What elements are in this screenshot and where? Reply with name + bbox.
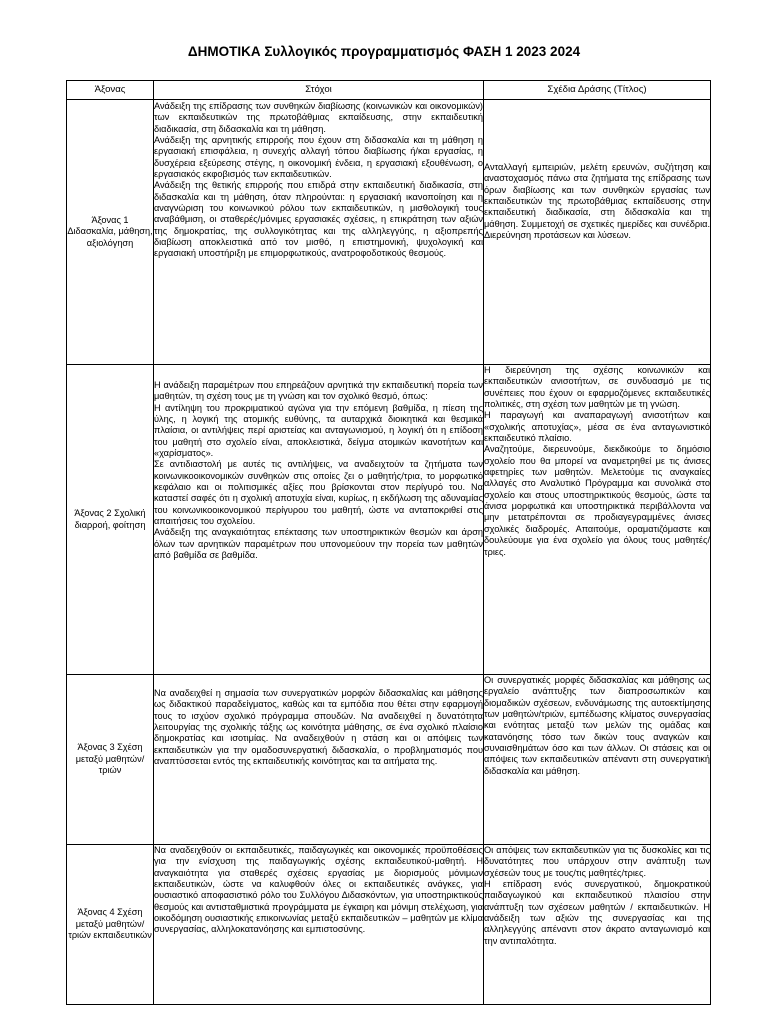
goal-paragraph: Ανάδειξη της αρνητικής επιρροής που έχουν στη διδασκαλία και τη μάθηση η εργασιακή επισφάλεια, η συνεχής αλλαγή τόπου διαβίωσης ή/και εργασίας, η δυσχέρεια εξεύρεσης στέγης, η οικονομική ένδεια, η εργασιακή εξουθένωση, ο εργασιακός εκφοβισμός των εκπαιδευτικών. xyxy=(154,135,483,180)
table-row xyxy=(67,365,711,675)
action-paragraph: Οι απόψεις των εκπαιδευτικών για τις δυσκολίες και τις δυνατότητες που υπάρχουν στην ανάπτυξη των σχέσεών τους με τους/τις μαθητές/τριες. xyxy=(484,845,710,878)
table-row xyxy=(67,845,711,1005)
goals-cell xyxy=(154,100,484,365)
actions-cell xyxy=(484,675,711,845)
goal-paragraph: Η αντίληψη του προκριματικού αγώνα για την επόμενη βαθμίδα, η πίεση της ύλης, η λογική της ατομικής ευθύνης, τα αυταρχικά διοικητικά και θεσμικά πλαίσια, οι αντιλήψεις περί αριστείας και ανταγωνισμού, η λογική ότι η επίδοση του μαθητή στο σχολείο είναι, αποκλειστικά, δείγμα ατομικών ικανοτήτων και «χαρίσματος». xyxy=(154,402,483,459)
goals-cell xyxy=(154,365,484,675)
table-row xyxy=(67,100,711,365)
action-paragraph: Ανταλλαγή εμπειριών, μελέτη ερευνών, συζήτηση και αναστοχασμός πάνω στα ζητήματα της επίδρασης των όρων διαβίωσης και των συνθηκών εργασίας των εκπαιδευτικών της πρωτοβάθμιας εκπαίδευσης στην εκπαιδευτική διαδικασία, στη διδασκαλία και τη μάθηση. Συμμετοχή σε σχετικές ημερίδες και συνέδρια. Διερεύνηση προτάσεων και λύσεων. xyxy=(484,162,710,241)
action-paragraph: Η επίδραση ενός συνεργατικού, δημοκρατικού παιδαγωγικού και εκπαιδευτικού πλαισίου στην ανάπτυξη των σχέσεων μαθητών / εκπαιδευτικών. Η ανάδειξη των αξιών της συνεργασίας και της αλληλεγγύης απέναντι στον άκρατο ανταγωνισμό και την αντιπαλότητα. xyxy=(484,879,710,946)
goal-paragraph: Να αναδειχθεί η σημασία των συνεργατικών μορφών διδασκαλίας και μάθησης ως διδακτικού παραδείγματος, καθώς και τα εμπόδια που θέτει στην εφαρμογή τους το ισχύον σχολικό πρόγραμμα σπουδών. Να αναδειχθεί η δυνατότητα λειτουργίας της σχολικής τάξης ως κοινότητα μάθησης, σε ένα σχολικό πλαίσιο δημοκρατίας και ισοτιμίας. Να αναδειχθούν η στάση και οι απόψεις των εκπαιδευτικών για την ομαδοσυνεργατική διδασκαλία, ο προβληματισμός που αναπτύσσεται εντός της εκπαιδευτικής κοινότητας και τα αιτήματα της. xyxy=(154,688,483,767)
goal-paragraph: Ανάδειξη της θετικής επιρροής που επιδρά στην εκπαιδευτική διαδικασία, στη διδασκαλία και τη μάθηση, όταν πληρούνται: η εργασιακή ικανοποίηση και η αναγνώριση του κοινωνικού ρόλου των εκπαιδευτικών, η μισθολογική τους αναβάθμιση, οι σταθερές/μόνιμες εργασιακές σχέσεις, η επικράτηση των αξιών της δημοκρατίας, της συλλογικότητας και της αλληλεγγύης, η αξιοπρεπής διαβίωση αποκλειστικά από τον μισθό, η επιστημονική, ψυχολογική και εργασιακή υποστήριξη με επιμορφωτικούς, ανατροφοδοτικούς θεσμούς. xyxy=(154,180,483,259)
goals-cell xyxy=(154,675,484,845)
action-paragraph: Αναζητούμε, διερευνούμε, διεκδικούμε το δημόσιο σχολείο που θα μπορεί να αναμετρηθεί με τις άνισες αφετηρίες των μαθητών. Μελετούμε τις αναγκαίες αλλαγές στο Αναλυτικό Πρόγραμμα και συνολικά στο σχολείο και στους υποστηρικτικούς θεσμούς, ώστε τα άνισα μορφωτικά και υποστηρικτικά περιβάλλοντα να μην μετατρέπονται σε προδιαγεγραμμένες άνισες σχολικές διαδρομές. Απαιτούμε, οραματιζόμαστε και δουλεύουμε για ένα σχολείο για όλους τους μαθητές/τριες. xyxy=(484,444,710,557)
axis-label: Άξονας 1 Διδασκαλία, μάθηση, αξιολόγηση xyxy=(67,100,154,365)
action-paragraph: Η διερεύνηση της σχέσης κοινωνικών και εκπαιδευτικών ανισοτήτων, σε συνδυασμό με τις συνέπειες που έχουν οι εφαρμοζόμενες εκπαιδευτικές πολιτικές, στη σχέση των μαθητών με τη γνώση. xyxy=(484,365,710,410)
planning-table xyxy=(66,80,711,1005)
page-title: ΔΗΜΟΤΙΚΑ Συλλογικός προγραμματισμός ΦΑΣΗ 1 2023 2024 xyxy=(187,44,581,59)
header-axis: Άξονας xyxy=(67,81,154,100)
goal-paragraph: Ανάδειξη της επίδρασης των συνθηκών διαβίωσης (κοινωνικών και οικονομικών) των εκπαιδευτικών της πρωτοβάθμιας εκπαίδευσης, στην εκπαιδευτική διαδικασία, στη διδασκαλία και τη μάθηση. xyxy=(154,101,483,134)
axis-label: Άξονας 3 Σχέση μεταξύ μαθητών/τριών xyxy=(67,675,154,845)
header-actions: Σχέδια Δράσης (Τίτλος) xyxy=(484,81,711,100)
goal-paragraph: Η ανάδειξη παραμέτρων που επηρεάζουν αρνητικά την εκπαιδευτική πορεία των μαθητών, τη σχέση τους με τη γνώση και τον σχολικό θεσμό, όπως: xyxy=(154,380,483,402)
actions-cell xyxy=(484,845,711,1005)
header-goals: Στόχοι xyxy=(154,81,484,100)
goal-paragraph: Σε αντιδιαστολή με αυτές τις αντιλήψεις, να αναδειχτούν τα ζητήματα των κοινωνικοοικονομικών συνθηκών στις οποίες ζει ο μαθητής/τρια, το μορφωτικό κεφάλαιο και οι πολιτισμικές αξίες που βρίσκονται στον περίγυρό του. Να καταστεί σαφές ότι η σχολική αποτυχία είναι, κυρίως, η εκδήλωση της αδυναμίας του κοινωνικοοικονομικού περίγυρου του μαθητή, ώστε να ανταποκριθεί στις απαιτήσεις του σχολείου. xyxy=(154,459,483,527)
goals-cell xyxy=(154,845,484,1005)
goal-paragraph: Ανάδειξη της αναγκαιότητας επέκτασης των υποστηρικτικών θεσμών και άρση όλων των αρνητικών παραμέτρων που υπονομεύουν την πορεία των μαθητών από βαθμίδα σε βαθμίδα. xyxy=(154,527,483,561)
goal-paragraph: Να αναδειχθούν οι εκπαιδευτικές, παιδαγωγικές και οικονομικές προϋποθέσεις για την ενίσχυση της παιδαγωγικής σχέσης εκπαιδευτικού-μαθητή. Η αναγκαιότητα για σταθερές σχέσεις εργασίας με διορισμούς μόνιμων εκπαιδευτικών, ώστε να καλυφθούν όλες οι εκπαιδευτικές ανάγκες, για ουσιαστικό αποφασιστικό ρόλο του Συλλόγου Διδασκόντων, για υποστηρικτικούς θεσμούς και αντισταθμιστικά προγράμματα με έγκαιρη και μόνιμη στελέχωση, για οικοδόμηση ουσιαστικής επικοινωνίας μεταξύ εκπαιδευτικών – μαθητών με κλίμα συνεργασίας, αλληλοκατανόησης και εμπιστοσύνης. xyxy=(154,845,483,935)
actions-cell xyxy=(484,100,711,365)
action-paragraph: Η παραγωγή και αναπαραγωγή ανισοτήτων και «σχολικής αποτυχίας», μέσα σε ένα ανταγωνιστικό εκπαιδευτικό πλαίσιο. xyxy=(484,410,710,444)
axis-label: Άξονας 2 Σχολική διαρροή, φοίτηση xyxy=(67,365,154,675)
actions-cell xyxy=(484,365,711,675)
table-header-row xyxy=(67,81,711,100)
axis-label: Άξονας 4 Σχέση μεταξύ μαθητών/τριών εκπαιδευτικών xyxy=(67,845,154,1005)
action-paragraph: Οι συνεργατικές μορφές διδασκαλίας και μάθησης ως εργαλείο ανάπτυξης των διαπροσωπικών και διομαδικών σχέσεων, ενδυνάμωσης της αυτοεκτίμησης των μαθητών/τριών, εμπέδωσης κλίματος συνεργασίας και ενότητας μεταξύ των μελών της ομάδας και κατανόησης τόσο των δικών τους αναγκών και συναισθημάτων όσο και των άλλων. Οι στάσεις και οι απόψεις των εκπαιδευτικών απέναντι στη συνεργατική διδασκαλία και μάθηση. xyxy=(484,675,710,776)
table-row xyxy=(67,675,711,845)
